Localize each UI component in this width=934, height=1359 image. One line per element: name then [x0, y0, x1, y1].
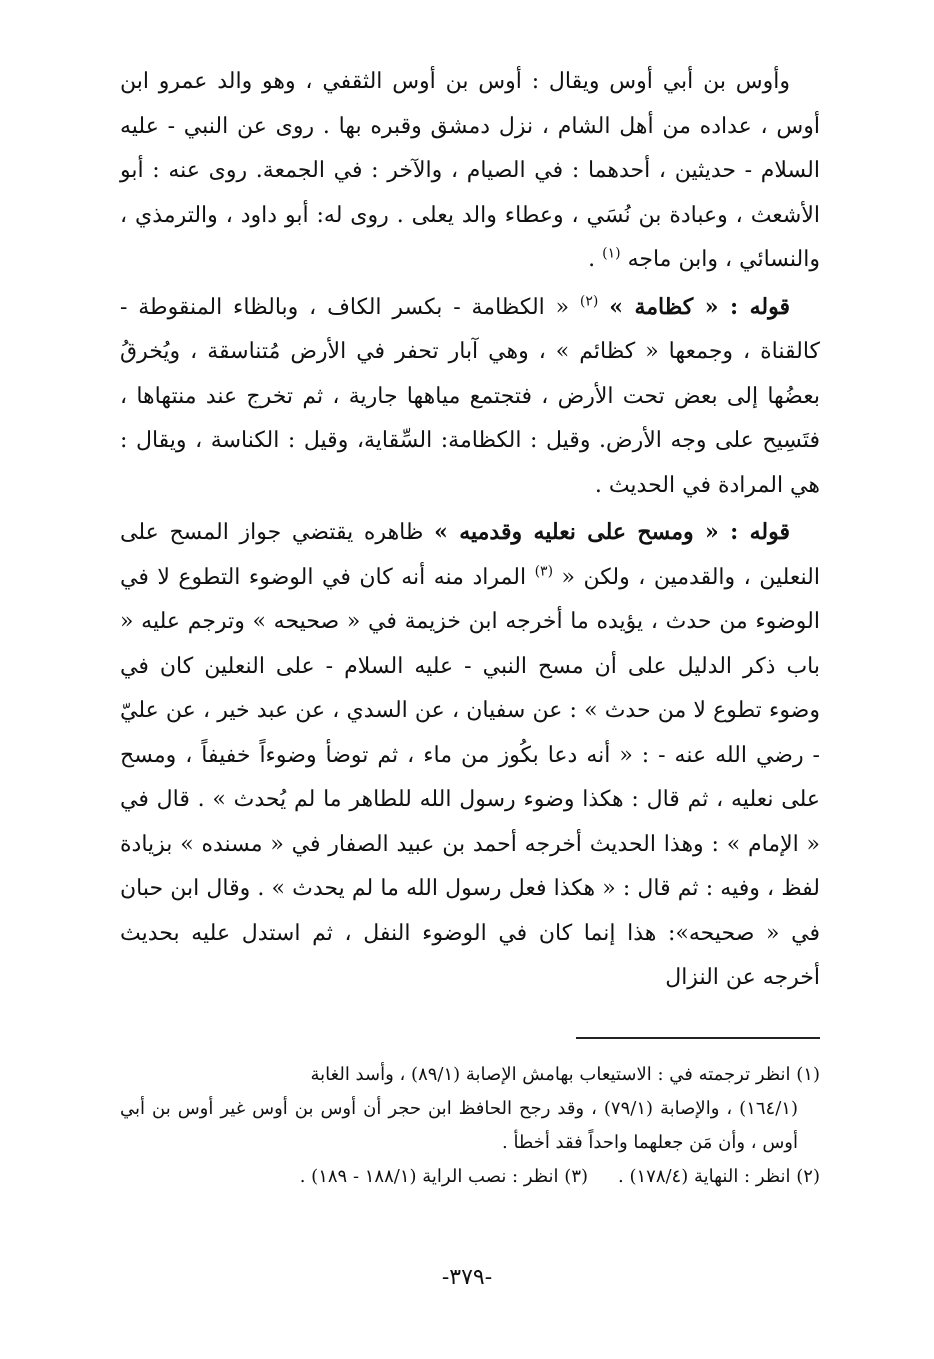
paragraph-3-lead: قوله : « ومسح على نعليه وقدميه »: [434, 519, 790, 545]
main-text: [120, 60, 820, 1001]
paragraph-1: [120, 60, 820, 283]
footnotes-2-3: [120, 1160, 820, 1194]
paragraph-3: [120, 510, 820, 1001]
page-number: -٣٧٩-: [441, 1265, 493, 1290]
paragraph-1-end: .: [588, 247, 603, 272]
footnotes: [120, 1058, 820, 1194]
paragraph-3-text-b: المراد منه أنه كان في الوضوء التطوع لا في الوضوء من حدث ، يؤيده ما أخرجه ابن خزيمة في « صحيحه » وترجم عليه « باب ذكر الدليل على أن مسح النبي - عليه السلام - على النعلين كان في وضوء تطوع لا من حدث » : عن سفيان ، عن السدي ، عن عبد خير ، عن عليّ - رضي الله عنه - : « أنه دعا بكُوز من ماء ، ثم توضأ وضوءاً خفيفاً ، ومسح على نعليه ، ثم قال : هكذا وضوء رسول الله للطاهر ما لم يُحدث » . قال في « الإمام » : وهذا الحديث أخرجه أحمد بن عبيد الصفار في « مسنده » بزيادة لفظ ، وفيه : ثم قال : « هكذا فعل رسول الله ما لم يحدث » . وقال ابن حبان في « صحيحه»: هذا إنما كان في الوضوء النفل ، ثم استدل عليه بحديث أخرجه عن النزال: [120, 564, 821, 990]
footnote-ref-1: (١): [602, 245, 621, 262]
footnote-2: (٢) انظر : النهاية (١٧٨/٤) .: [618, 1166, 820, 1187]
paragraph-2-lead: قوله : « كظامة »: [609, 293, 790, 320]
paragraph-1-text: وأوس بن أبي أوس ويقال : أوس بن أوس الثقفي ، وهو والد عمرو ابن أوس ، عداده من أهل الشام ، نزل دمشق وقبره بها . روى عن النبي - عليه السلام - حديثين ، أحدهما : في الصيام ، والآخر : في الجمعة. روى عنه : أبو الأشعث ، وعبادة بن نُسَي ، وعطاء والد يعلى . روى له: أبو داود ، والترمذي ، والنسائي ، وابن ماجه: [120, 69, 820, 272]
paragraph-3-text-a: ظاهره يقتضي جواز المسح على النعلين ، والقدمين ، ولكن «: [120, 520, 820, 590]
footnote-1-continued: (١٦٤/١) ، والإصابة (٧٩/١) ، وقد رجح الحافظ ابن حجر أن أوس بن أوس غير أوس بن أبي أوس ، وأن مَن جعلهما واحداً فقد أخطأ .: [120, 1098, 798, 1153]
paragraph-2: [120, 285, 820, 509]
footnote-ref-3: (٣): [534, 563, 554, 580]
footnote-divider: [576, 1037, 820, 1039]
footnote-3: (٣) انظر : نصب الراية (١٨٨/١ - ١٨٩) .: [299, 1166, 589, 1187]
footnote-1-line-1: (١) انظر ترجمته في : الاستيعاب بهامش الإصابة (٨٩/١) ، وأسد الغابة: [310, 1064, 820, 1085]
footnote-ref-2: (٢): [579, 293, 599, 310]
paragraph-2-text: « الكظامة - بكسر الكاف ، وبالظاء المنقوطة - كالقناة ، وجمعها « كظائم » ، وهي آبار تحفر في الأرض مُتناسقة ، ويُخرقُ بعضُها إلى بعض تحت الأرض ، فتجتمع مياهها جارية ، ثم تخرج عند منتهاها ، فتَسِيح على وجه الأرض. وقيل : الكظامة: السِّقاية، وقيل : الكناسة ، ويقال : هي المرادة في الحديث .: [120, 294, 820, 498]
